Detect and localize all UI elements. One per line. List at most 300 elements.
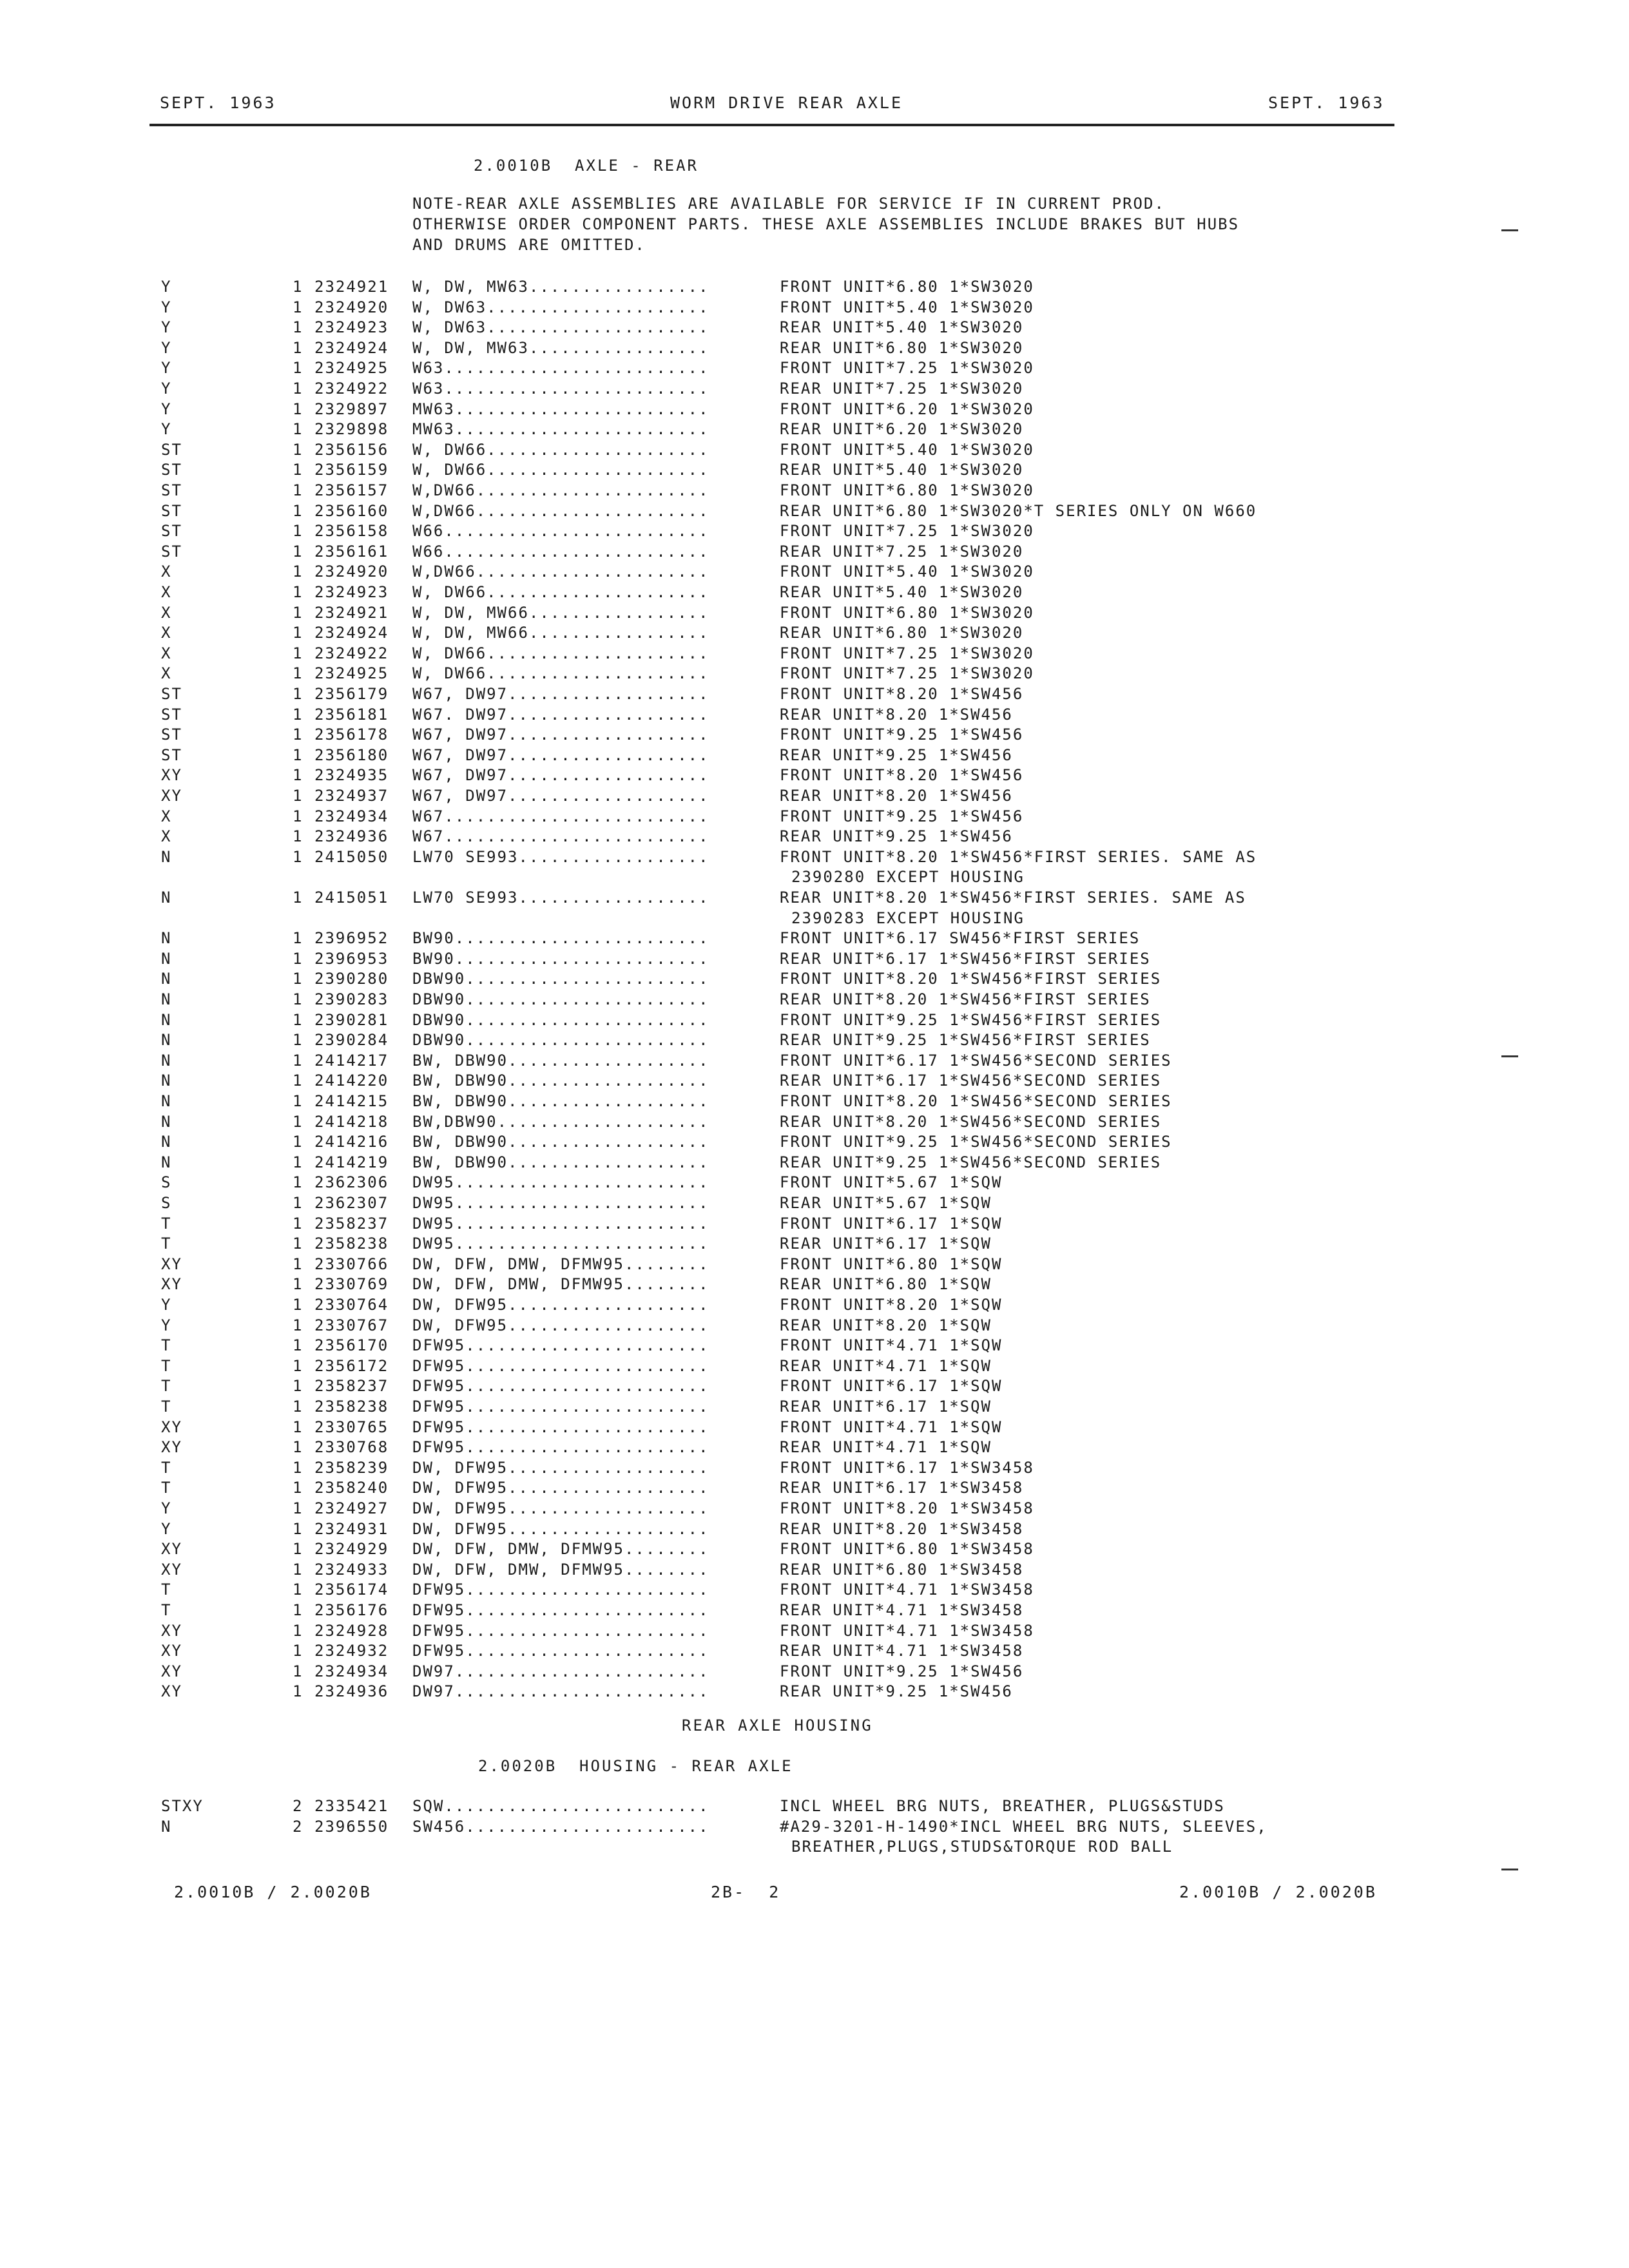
model-code: X [161,603,172,622]
model-list: BW, DBW90................... [412,1072,709,1090]
part-number: 2362307 [314,1194,389,1212]
model-code: Y [161,1316,172,1334]
quantity: 1 [293,318,304,337]
quantity: 1 [293,624,304,642]
description: FRONT UNIT*4.71 1*SW3458 [780,1621,1034,1640]
model-list: DW, DFW, DMW, DFMW95........ [412,1560,709,1579]
quantity: 1 [293,1377,304,1396]
description: REAR UNIT*5.40 1*SW3020 [780,583,1024,601]
part-number: 2324931 [314,1519,389,1538]
footer-page-number: 2B- 2 [711,1883,781,1901]
model-list: W, DW63..................... [412,298,709,316]
description: REAR UNIT*9.25 1*SW456 [780,745,1013,764]
model-list: W67, DW97................... [412,766,709,785]
part-number: 2330766 [314,1254,389,1273]
description: REAR UNIT*8.20 1*SW456 [780,787,1013,805]
model-code: XY [161,787,182,805]
part-number: 2324922 [314,644,389,662]
description: FRONT UNIT*7.25 1*SW3020 [780,664,1034,683]
quantity: 1 [293,359,304,378]
model-code: X [161,664,172,683]
quantity: 1 [293,1398,304,1416]
note-line: OTHERWISE ORDER COMPONENT PARTS. THESE AXLE ASSEMBLIES INCLUDE BRAKES BUT HUBS [412,215,1240,233]
model-list: DW, DFW, DMW, DFMW95........ [412,1254,709,1273]
part-number: 2396952 [314,929,389,948]
description: REAR UNIT*6.17 1*SQW [780,1398,992,1416]
model-code: N [161,949,172,968]
description: REAR UNIT*9.25 1*SW456 [780,1682,1013,1701]
description: REAR UNIT*9.25 1*SW456*FIRST SERIES [780,1031,1151,1050]
description: REAR UNIT*8.20 1*SQW [780,1316,992,1334]
quantity: 1 [293,1662,304,1680]
description: REAR UNIT*6.80 1*SW3020 [780,338,1024,357]
description: FRONT UNIT*6.17 1*SQW [780,1377,1003,1396]
model-code: N [161,970,172,988]
description: FRONT UNIT*8.20 1*SW3458 [780,1499,1034,1517]
model-code: T [161,1581,172,1599]
part-number: 2390280 [314,970,389,988]
quantity: 1 [293,1540,304,1559]
quantity: 1 [293,1092,304,1110]
model-list: DW95........................ [412,1173,709,1192]
model-code: N [161,1051,172,1070]
quantity: 1 [293,399,304,418]
part-number: 2390283 [314,990,389,1008]
quantity: 1 [293,420,304,439]
model-list: W66......................... [412,542,709,561]
part-number: 2329898 [314,420,389,439]
description: FRONT UNIT*8.20 1*SW456 [780,685,1024,703]
description: FRONT UNIT*8.20 1*SW456*FIRST SERIES [780,970,1162,988]
description: REAR UNIT*6.17 1*SW456*SECOND SERIES [780,1072,1162,1090]
quantity: 1 [293,1010,304,1029]
model-code: N [161,1133,172,1151]
description: REAR UNIT*8.20 1*SW456*SECOND SERIES [780,1112,1162,1131]
quantity: 1 [293,1519,304,1538]
part-number: 2324927 [314,1499,389,1517]
quantity: 1 [293,1153,304,1171]
header-title: WORM DRIVE REAR AXLE [670,93,903,112]
model-list: W, DW66..................... [412,440,709,459]
model-code: T [161,1398,172,1416]
header-date-right: SEPT. 1963 [1268,93,1385,112]
model-code: Y [161,278,172,296]
model-code: ST [161,481,182,499]
header-date-left: SEPT. 1963 [160,93,276,112]
description: FRONT UNIT*6.80 1*SQW [780,1254,1003,1273]
description: REAR UNIT*8.20 1*SW3458 [780,1519,1024,1538]
model-list: DFW95....................... [412,1377,709,1396]
description: REAR UNIT*5.67 1*SQW [780,1194,992,1212]
margin-mark [1501,1055,1518,1057]
model-list: DW, DFW95................... [412,1479,709,1497]
model-code: S [161,1173,172,1192]
model-code: ST [161,501,182,520]
model-code: X [161,624,172,642]
description: REAR UNIT*7.25 1*SW3020 [780,380,1024,398]
quantity: 1 [293,1194,304,1212]
quantity: 2 [293,1797,304,1815]
part-number: 2356161 [314,542,389,561]
continuation-text: BREATHER,PLUGS,STUDS&TORQUE ROD BALL [791,1838,1173,1856]
margin-mark [1501,229,1518,231]
part-number: 2356158 [314,522,389,541]
model-code: ST [161,745,182,764]
model-code: Y [161,399,172,418]
description: FRONT UNIT*4.71 1*SQW [780,1418,1003,1436]
part-number: 2324934 [314,807,389,825]
quantity: 1 [293,1275,304,1294]
quantity: 1 [293,562,304,581]
description: REAR UNIT*5.40 1*SW3020 [780,461,1024,479]
description: FRONT UNIT*4.71 1*SW3458 [780,1581,1034,1599]
model-list: BW, DBW90................... [412,1153,709,1171]
model-code: Y [161,359,172,378]
quantity: 1 [293,766,304,785]
quantity: 1 [293,461,304,479]
part-number: 2414217 [314,1051,389,1070]
quantity: 1 [293,522,304,541]
model-list: W67, DW97................... [412,685,709,703]
part-number: 2390281 [314,1010,389,1029]
model-code: N [161,1112,172,1131]
model-list: W, DW66..................... [412,461,709,479]
model-list: W, DW66..................... [412,644,709,662]
description: FRONT UNIT*7.25 1*SW3020 [780,359,1034,378]
model-list: W, DW66..................... [412,664,709,683]
model-code: XY [161,766,182,785]
quantity: 1 [293,1112,304,1131]
description: FRONT UNIT*6.80 1*SW3020 [780,481,1034,499]
model-code: ST [161,726,182,744]
quantity: 1 [293,1479,304,1497]
part-number: 2324920 [314,562,389,581]
description: FRONT UNIT*8.20 1*SW456*SECOND SERIES [780,1092,1172,1110]
description: FRONT UNIT*5.67 1*SQW [780,1173,1003,1192]
part-number: 2356176 [314,1601,389,1619]
model-list: W67, DW97................... [412,787,709,805]
part-number: 2356170 [314,1336,389,1355]
footer-left: 2.0010B / 2.0020B [174,1883,372,1901]
description: FRONT UNIT*8.20 1*SW456 [780,766,1024,785]
quantity: 1 [293,726,304,744]
description: REAR UNIT*8.20 1*SW456*FIRST SERIES [780,990,1151,1008]
part-number: 2324923 [314,318,389,337]
quantity: 1 [293,949,304,968]
model-list: W, DW63..................... [412,318,709,337]
quantity: 1 [293,929,304,948]
part-number: 2356179 [314,685,389,703]
model-list: DFW95....................... [412,1356,709,1375]
model-code: N [161,929,172,948]
model-list: DBW90....................... [412,1031,709,1050]
model-list: BW90........................ [412,949,709,968]
model-list: DBW90....................... [412,970,709,988]
quantity: 1 [293,338,304,357]
quantity: 1 [293,1336,304,1355]
model-code: X [161,562,172,581]
description: FRONT UNIT*9.25 1*SW456*FIRST SERIES [780,1010,1162,1029]
model-list: DBW90....................... [412,1010,709,1029]
description: REAR UNIT*4.71 1*SW3458 [780,1601,1024,1619]
quantity: 1 [293,644,304,662]
model-list: DW, DFW, DMW, DFMW95........ [412,1540,709,1559]
quantity: 1 [293,1621,304,1640]
model-list: W, DW, MW66................. [412,624,709,642]
part-number: 2324928 [314,1621,389,1640]
description: FRONT UNIT*6.17 SW456*FIRST SERIES [780,929,1141,948]
footer-right: 2.0010B / 2.0020B [1179,1883,1377,1901]
part-number: 2356181 [314,705,389,724]
model-code: ST [161,542,182,561]
part-number: 2415050 [314,847,389,866]
continuation-text: 2390280 EXCEPT HOUSING [791,868,1025,887]
description: FRONT UNIT*9.25 1*SW456 [780,726,1024,744]
model-code: N [161,1153,172,1171]
description: FRONT UNIT*5.40 1*SW3020 [780,562,1034,581]
model-code: T [161,1235,172,1253]
model-list: DFW95....................... [412,1581,709,1599]
part-number: 2358238 [314,1235,389,1253]
model-code: T [161,1479,172,1497]
quantity: 1 [293,1601,304,1619]
model-code: XY [161,1418,182,1436]
part-number: 2414218 [314,1112,389,1131]
model-list: BW, DBW90................... [412,1133,709,1151]
model-list: DW, DFW95................... [412,1296,709,1314]
model-list: DW, DFW95................... [412,1458,709,1477]
model-code: ST [161,705,182,724]
model-list: DW, DFW, DMW, DFMW95........ [412,1275,709,1294]
description: REAR UNIT*5.40 1*SW3020 [780,318,1024,337]
model-code: ST [161,461,182,479]
model-list: W67......................... [412,807,709,825]
model-list: BW, DBW90................... [412,1051,709,1070]
model-list: DW95........................ [412,1235,709,1253]
description: FRONT UNIT*9.25 1*SW456 [780,807,1024,825]
model-list: W,DW66...................... [412,562,709,581]
description: REAR UNIT*4.71 1*SW3458 [780,1642,1024,1660]
model-code: N [161,990,172,1008]
quantity: 1 [293,1438,304,1457]
part-number: 2324920 [314,298,389,316]
model-code: Y [161,1499,172,1517]
description: REAR UNIT*6.80 1*SW3020*T SERIES ONLY ON W660 [780,501,1257,520]
part-number: 2356174 [314,1581,389,1599]
quantity: 1 [293,481,304,499]
model-code: X [161,644,172,662]
model-code: XY [161,1438,182,1457]
part-number: 2356180 [314,745,389,764]
description: FRONT UNIT*6.80 1*SW3020 [780,603,1034,622]
model-list: DBW90....................... [412,990,709,1008]
part-number: 2396953 [314,949,389,968]
description: FRONT UNIT*6.17 1*SQW [780,1214,1003,1233]
part-number: 2324923 [314,583,389,601]
part-number: 2358238 [314,1398,389,1416]
quantity: 1 [293,889,304,907]
part-number: 2324937 [314,787,389,805]
model-code: Y [161,318,172,337]
model-list: DFW95....................... [412,1336,709,1355]
description: REAR UNIT*4.71 1*SQW [780,1438,992,1457]
quantity: 1 [293,1173,304,1192]
description: REAR UNIT*8.20 1*SW456 [780,705,1013,724]
model-list: W67. DW97................... [412,705,709,724]
description: REAR UNIT*6.80 1*SW3458 [780,1560,1024,1579]
model-list: MW63........................ [412,420,709,439]
part-number: 2396550 [314,1817,389,1836]
model-code: Y [161,338,172,357]
part-number: 2324933 [314,1560,389,1579]
section-title-housing: 2.0020B HOUSING - REAR AXLE [478,1757,793,1775]
part-number: 2390284 [314,1031,389,1050]
quantity: 1 [293,1356,304,1375]
note-line: AND DRUMS ARE OMITTED. [412,236,646,254]
description: FRONT UNIT*9.25 1*SW456*SECOND SERIES [780,1133,1172,1151]
model-code: T [161,1214,172,1233]
model-code: X [161,807,172,825]
model-list: DW97........................ [412,1662,709,1680]
description: REAR UNIT*6.20 1*SW3020 [780,420,1024,439]
description: REAR UNIT*6.17 1*SQW [780,1235,992,1253]
model-list: W, DW, MW66................. [412,603,709,622]
description: FRONT UNIT*6.20 1*SW3020 [780,399,1034,418]
part-number: 2414220 [314,1072,389,1090]
quantity: 1 [293,1133,304,1151]
quantity: 1 [293,1581,304,1599]
part-number: 2324936 [314,827,389,846]
part-number: 2358240 [314,1479,389,1497]
model-code: XY [161,1682,182,1701]
model-code: Y [161,420,172,439]
model-code: ST [161,440,182,459]
model-list: SW456....................... [412,1817,709,1836]
model-code: T [161,1336,172,1355]
model-list: DW, DFW95................... [412,1316,709,1334]
model-code: N [161,1031,172,1050]
model-code: Y [161,1519,172,1538]
quantity: 1 [293,1316,304,1334]
quantity: 1 [293,685,304,703]
model-list: DW, DFW95................... [412,1519,709,1538]
quantity: 1 [293,1642,304,1660]
model-list: W, DW, MW63................. [412,338,709,357]
model-list: W,DW66...................... [412,501,709,520]
part-number: 2330768 [314,1438,389,1457]
model-list: BW,DBW90.................... [412,1112,709,1131]
model-code: T [161,1601,172,1619]
description: REAR UNIT*6.17 1*SW456*FIRST SERIES [780,949,1151,968]
quantity: 1 [293,1418,304,1436]
margin-mark [1501,1869,1518,1870]
part-number: 2414215 [314,1092,389,1110]
quantity: 1 [293,990,304,1008]
part-number: 2415051 [314,889,389,907]
model-list: DFW95....................... [412,1601,709,1619]
model-list: W67, DW97................... [412,745,709,764]
description: REAR UNIT*8.20 1*SW456*FIRST SERIES. SAME AS [780,889,1246,907]
part-number: 2330765 [314,1418,389,1436]
description: REAR UNIT*9.25 1*SW456*SECOND SERIES [780,1153,1162,1171]
part-number: 2324921 [314,278,389,296]
part-number: 2330764 [314,1296,389,1314]
quantity: 1 [293,1214,304,1233]
model-list: DFW95....................... [412,1621,709,1640]
model-code: N [161,1010,172,1029]
part-number: 2414219 [314,1153,389,1171]
model-code: XY [161,1642,182,1660]
part-number: 2324925 [314,359,389,378]
part-number: 2324922 [314,380,389,398]
model-code: XY [161,1275,182,1294]
description: REAR UNIT*4.71 1*SQW [780,1356,992,1375]
model-code: N [161,1092,172,1110]
continuation-text: 2390283 EXCEPT HOUSING [791,908,1025,927]
part-number: 2324934 [314,1662,389,1680]
quantity: 2 [293,1817,304,1836]
quantity: 1 [293,440,304,459]
model-code: N [161,1817,172,1836]
model-list: DFW95....................... [412,1438,709,1457]
part-number: 2356156 [314,440,389,459]
description: FRONT UNIT*5.40 1*SW3020 [780,440,1034,459]
part-number: 2358239 [314,1458,389,1477]
quantity: 1 [293,1235,304,1253]
part-number: 2324936 [314,1682,389,1701]
description: REAR UNIT*6.80 1*SQW [780,1275,992,1294]
model-code: T [161,1377,172,1396]
part-number: 2330767 [314,1316,389,1334]
model-code: XY [161,1662,182,1680]
part-number: 2324935 [314,766,389,785]
part-number: 2324921 [314,603,389,622]
description: INCL WHEEL BRG NUTS, BREATHER, PLUGS&STUDS [780,1797,1225,1815]
part-number: 2356157 [314,481,389,499]
part-number: 2356160 [314,501,389,520]
model-list: W, DW66..................... [412,583,709,601]
model-list: W63......................... [412,359,709,378]
description: FRONT UNIT*6.17 1*SW3458 [780,1458,1034,1477]
quantity: 1 [293,1072,304,1090]
model-list: LW70 SE993.................. [412,889,709,907]
model-list: BW, DBW90................... [412,1092,709,1110]
quantity: 1 [293,970,304,988]
description: FRONT UNIT*7.25 1*SW3020 [780,644,1034,662]
model-list: MW63........................ [412,399,709,418]
model-list: BW90........................ [412,929,709,948]
model-list: W66......................... [412,522,709,541]
model-code: N [161,847,172,866]
section-title-axle-rear: 2.0010B AXLE - REAR [474,157,699,175]
model-code: XY [161,1540,182,1559]
model-code: T [161,1458,172,1477]
quantity: 1 [293,705,304,724]
description: #A29-3201-H-1490*INCL WHEEL BRG NUTS, SLEEVES, [780,1817,1268,1836]
part-number: 2358237 [314,1214,389,1233]
quantity: 1 [293,1296,304,1314]
model-code: N [161,1072,172,1090]
description: FRONT UNIT*6.80 1*SW3020 [780,278,1034,296]
model-list: W67, DW97................... [412,726,709,744]
description: FRONT UNIT*5.40 1*SW3020 [780,298,1034,316]
description: FRONT UNIT*6.80 1*SW3458 [780,1540,1034,1559]
description: FRONT UNIT*8.20 1*SW456*FIRST SERIES. SAME AS [780,847,1257,866]
model-list: DFW95....................... [412,1398,709,1416]
model-list: W67......................... [412,827,709,846]
quantity: 1 [293,807,304,825]
model-code: ST [161,685,182,703]
